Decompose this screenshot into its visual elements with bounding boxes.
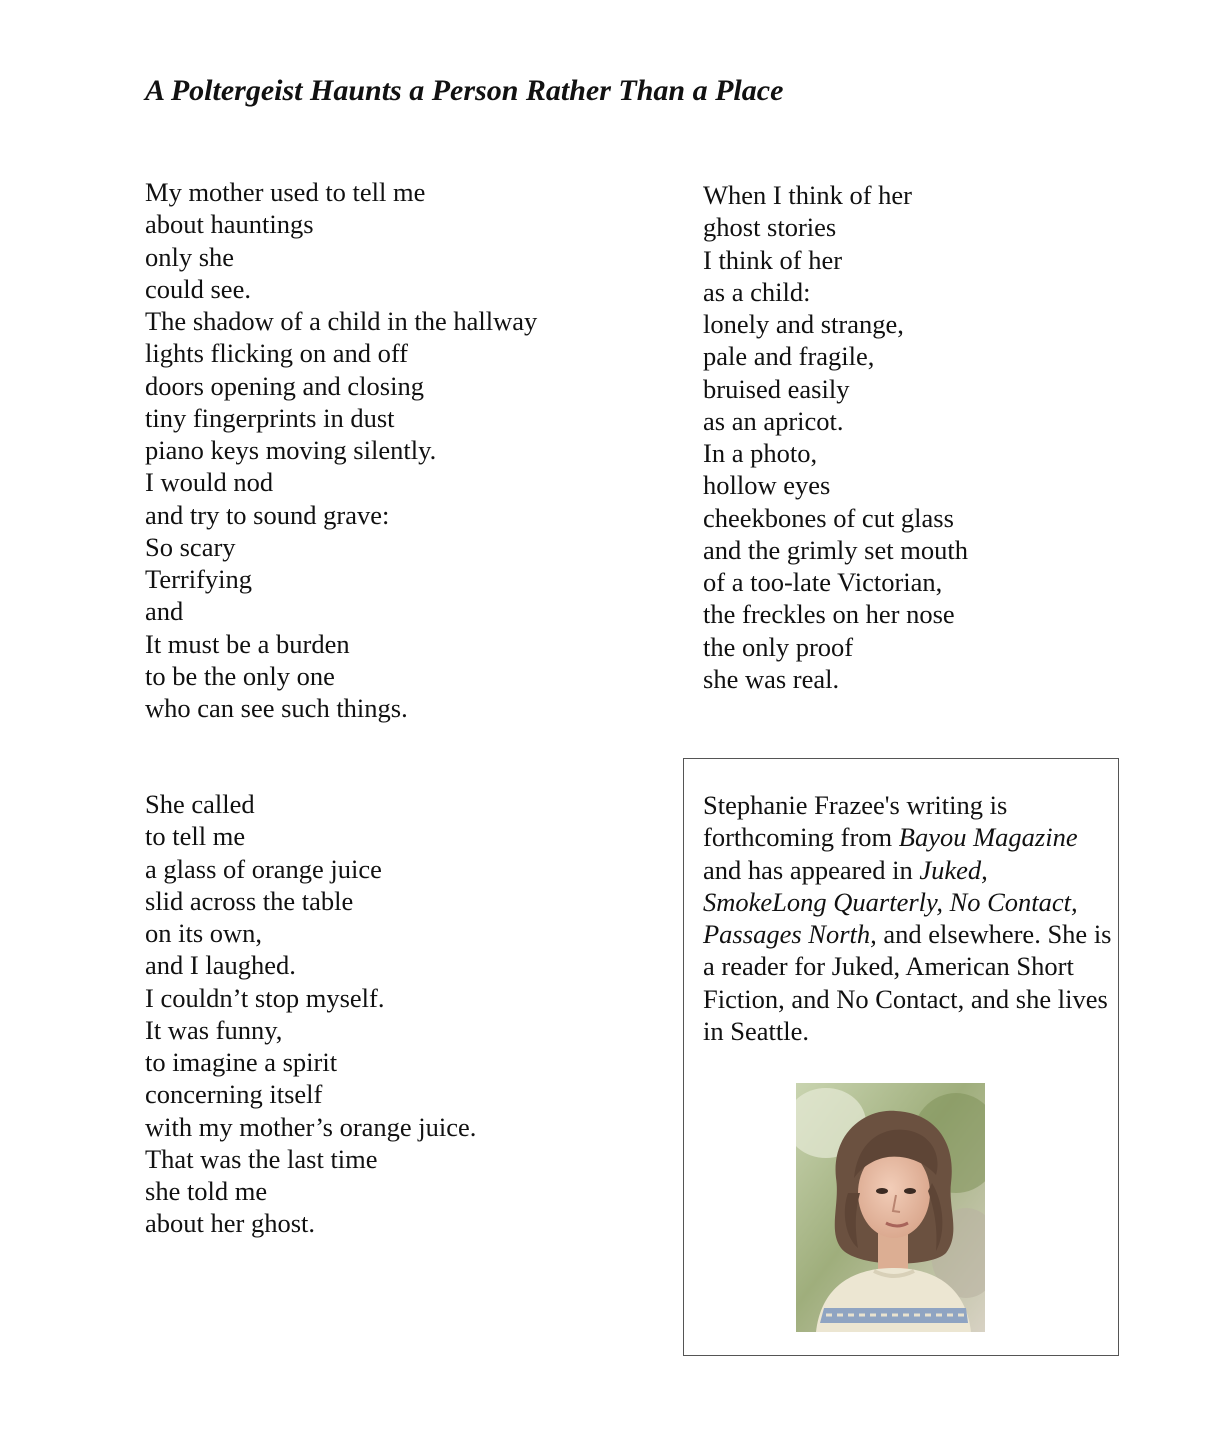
poem-line: with my mother’s orange juice. <box>145 1111 477 1142</box>
poem-line: hollow eyes <box>703 470 831 501</box>
poem-line: concerning itself <box>145 1079 323 1110</box>
poem-line: and the grimly set mouth <box>703 534 968 565</box>
poem-line: she was real. <box>703 663 840 694</box>
poem-line: about hauntings <box>145 209 314 240</box>
poem-line: It was funny, <box>145 1014 283 1045</box>
bio-text-segment: and elsewhere. She is a reader for Juked, American Short Fiction, and No Contact, and she lives in Seattle. <box>703 919 1112 1047</box>
poem-line: to tell me <box>145 821 246 852</box>
poem-line: I couldn’t stop myself. <box>145 982 385 1013</box>
poem-line: cheekbones of cut glass <box>703 502 954 533</box>
poem-line: slid across the table <box>145 885 354 916</box>
poem-line: to be the only one <box>145 660 335 691</box>
poem-line: The shadow of a child in the hallway <box>145 306 538 336</box>
poem-line: ghost stories <box>703 212 837 243</box>
poem-stanza-3 <box>145 788 476 1240</box>
poem-line: That was the last time <box>145 1143 378 1174</box>
poem-line: It must be a burden <box>145 628 350 659</box>
poem-line: the only proof <box>703 631 854 662</box>
poem-line: My mother used to tell me <box>145 177 426 207</box>
poem-line: Terrifying <box>145 564 253 594</box>
publication-name: Bayou Magazine <box>898 822 1078 853</box>
bio-text-segment: and has appeared in <box>703 854 920 885</box>
poem-line: about her ghost. <box>145 1208 316 1239</box>
poem-line: as an apricot. <box>703 405 844 436</box>
poem-line: I would nod <box>145 467 274 498</box>
poem-stanza-2 <box>703 179 968 695</box>
poem-line: piano keys moving silently. <box>145 435 437 465</box>
author-bio-text <box>703 789 1115 1047</box>
poem-line: pale and fragile, <box>703 341 875 372</box>
poem-line: as a child: <box>703 276 811 307</box>
poem-line: bruised easily <box>703 373 850 404</box>
poem-line: She called <box>145 789 255 819</box>
poem-line: on its own, <box>145 918 263 948</box>
poem-line: and try to sound grave: <box>145 499 390 530</box>
poem-line: doors opening and closing <box>145 370 424 401</box>
poem-line: only she <box>145 241 235 272</box>
author-bio-box <box>683 758 1119 1356</box>
poem-stanza-1 <box>145 176 537 724</box>
poem-line: a glass of orange juice <box>145 853 382 884</box>
poem-line: the freckles on her nose <box>703 599 955 630</box>
bio-text-segment: Stephanie Frazee's writing is forthcoming from <box>703 790 1008 853</box>
poem-line: I think of her <box>703 244 843 275</box>
author-photo <box>796 1083 985 1332</box>
poem-line: of a too-late Victorian, <box>703 567 943 597</box>
poem-line: and <box>145 596 184 627</box>
poem-line: So scary <box>145 531 236 562</box>
poem-line: and I laughed. <box>145 950 296 981</box>
poem-line: lights flicking on and off <box>145 338 409 369</box>
poem-line: she told me <box>145 1176 268 1206</box>
poem-line: lonely and strange, <box>703 309 904 339</box>
poem-title: A Poltergeist Haunts a Person Rather Than a Place <box>145 74 784 107</box>
poem-line: In a photo, <box>703 438 818 468</box>
poem-line: who can see such things. <box>145 693 408 723</box>
poem-line: to imagine a spirit <box>145 1047 338 1077</box>
poem-line: tiny fingerprints in dust <box>145 402 395 433</box>
publication-name: Juked, SmokeLong Quarterly, No Contact, Passages North, <box>703 854 1078 950</box>
poem-line: When I think of her <box>703 180 912 210</box>
poem-line: could see. <box>145 273 251 304</box>
